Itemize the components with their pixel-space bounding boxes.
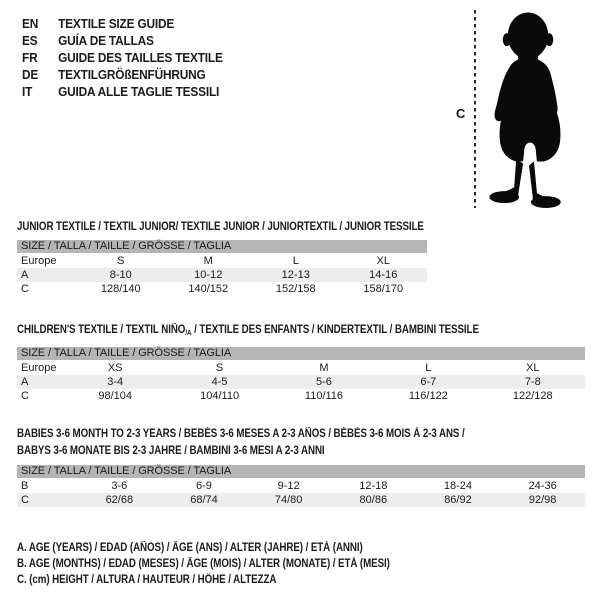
size-cell: 8-10: [109, 269, 132, 281]
size-cell: M: [203, 255, 213, 267]
row-label-cell: A: [21, 269, 29, 281]
size-cell: 5-6: [316, 376, 332, 388]
size-table-junior: [17, 240, 427, 296]
size-cell: 74/80: [274, 494, 303, 506]
footnote-a: A. AGE (YEARS) / EDAD (AÑOS) / ÂGE (ANS) / ALTER (JAHRE) / ETÀ (ANNI): [17, 542, 363, 554]
size-cell: XS: [107, 362, 123, 374]
size-cell: XL: [526, 362, 540, 374]
lang-title: TEXTILGRÖßENFÜHRUNG: [58, 68, 206, 82]
size-cell: XL: [376, 255, 390, 267]
heading-subscript: /A: [185, 328, 192, 337]
lang-title: GUIDA ALLE TAGLIE TESSILI: [58, 85, 220, 99]
size-cell: 92/98: [528, 494, 557, 506]
heading-line-1: BABIES 3-6 MONTH TO 2-3 YEARS / BEBÉS 3-6 MESES A 2-3 AÑOS / BÉBÉS 3-6 MOIS À 2-3 ANS /: [17, 428, 465, 440]
lang-title: GUIDE DES TAILLES TEXTILE: [58, 51, 223, 65]
row-label-cell: Europe: [21, 362, 57, 374]
size-cell: 104/110: [200, 390, 240, 402]
heading-text: CHILDREN'S TEXTILE / TEXTIL NIÑO: [17, 324, 186, 336]
size-cell: 4-5: [211, 376, 228, 388]
size-cell: 86/92: [444, 494, 472, 506]
size-cell: 12-13: [281, 269, 310, 281]
size-cell: 116/122: [408, 390, 448, 402]
row-label-cell: C: [21, 494, 29, 506]
size-cell: M: [319, 362, 329, 374]
size-cell: 10-12: [194, 269, 223, 281]
table-row: [17, 268, 427, 282]
size-table: [17, 361, 585, 403]
heading-text: / TEXTILE DES ENFANTS / KINDERTEXTIL / BAMBINI TESSILE: [191, 324, 479, 336]
size-cell: S: [215, 362, 224, 374]
lang-code: DE: [22, 68, 39, 82]
size-cell: 24-36: [528, 480, 557, 492]
footnote-b: B. AGE (MONTHS) / EDAD (MESES) / ÂGE (MOIS) / ALTER (MONATE) / ETÀ (MESI): [17, 558, 390, 570]
row-label-cell: C: [21, 283, 29, 295]
lang-code: ES: [22, 34, 38, 48]
size-cell: 122/128: [512, 390, 553, 402]
size-table-babies: [17, 465, 585, 507]
size-cell: 98/104: [98, 390, 133, 402]
lang-row-es: [22, 33, 223, 50]
lang-code: IT: [22, 85, 33, 99]
size-cell: 152/158: [275, 283, 316, 295]
size-cell: 128/140: [100, 283, 141, 295]
row-label-cell: Europe: [21, 255, 57, 267]
section-heading-babies: [17, 426, 465, 459]
table-row: [17, 254, 427, 268]
size-cell: 158/170: [363, 283, 404, 295]
lang-row-en: [22, 16, 223, 33]
lang-code: EN: [22, 17, 39, 31]
size-cell: 80/86: [359, 494, 388, 506]
lang-row-de: [22, 67, 223, 84]
size-cell: 18-24: [443, 480, 473, 492]
size-cell: 14-16: [369, 269, 398, 281]
lang-title: GUÍA DE TALLAS: [58, 34, 154, 48]
baby-silhouette-icon: [476, 11, 586, 209]
table-header-bar: SIZE / TALLA / TAILLE / GRÖSSE / TAGLIA: [17, 240, 427, 253]
table-row: [17, 479, 585, 493]
size-cell: 6-9: [196, 480, 212, 492]
table-row: [17, 493, 585, 507]
size-cell: 12-18: [359, 480, 388, 492]
size-cell: 6-7: [420, 376, 437, 388]
size-cell: 62/68: [105, 494, 134, 506]
table-header-bar: SIZE / TALLA / TAILLE / GRÖSSE / TAGLIA: [17, 347, 585, 360]
lang-row-it: [22, 84, 223, 101]
section-heading-junior: JUNIOR TEXTILE / TEXTIL JUNIOR/ TEXTILE JUNIOR / JUNIORTEXTIL / JUNIOR TESSILE: [17, 221, 424, 233]
size-cell: L: [425, 362, 432, 374]
language-title-list: [22, 16, 233, 101]
size-cell: 7-8: [524, 376, 541, 388]
size-cell: 110/116: [304, 390, 344, 402]
footnote-c: C. (cm) HEIGHT / ALTURA / HAUTEUR / HÖHE / ALTEZZA: [17, 574, 277, 586]
table-row: [17, 375, 585, 389]
size-cell: 9-12: [277, 480, 300, 492]
table-header-bar: SIZE / TALLA / TAILLE / GRÖSSE / TAGLIA: [17, 465, 585, 478]
table-row: [17, 361, 585, 375]
section-heading-children: [17, 322, 479, 342]
size-cell: S: [117, 255, 125, 267]
size-cell: 140/152: [188, 283, 229, 295]
size-cell: 3-4: [107, 376, 124, 388]
height-measure-label: C: [456, 106, 466, 121]
table-row: [17, 282, 427, 296]
row-label-cell: B: [21, 480, 29, 492]
legend-footnotes: [17, 540, 456, 588]
lang-title: TEXTILE SIZE GUIDE: [58, 17, 175, 31]
size-cell: 68/74: [190, 494, 218, 506]
size-table: [17, 254, 427, 296]
size-cell: 3-6: [111, 480, 128, 492]
lang-code: FR: [22, 51, 38, 65]
heading-line-2: BABYS 3-6 MONATE BIS 2-3 JAHRE / BAMBINI 3-6 MESI A 2-3 ANNI: [17, 444, 325, 457]
lang-row-fr: [22, 50, 223, 67]
table-row: [17, 389, 585, 403]
row-label-cell: C: [21, 390, 29, 402]
size-cell: L: [292, 255, 299, 267]
size-table-children: [17, 347, 585, 403]
row-label-cell: A: [21, 376, 29, 388]
size-table: [17, 479, 585, 507]
